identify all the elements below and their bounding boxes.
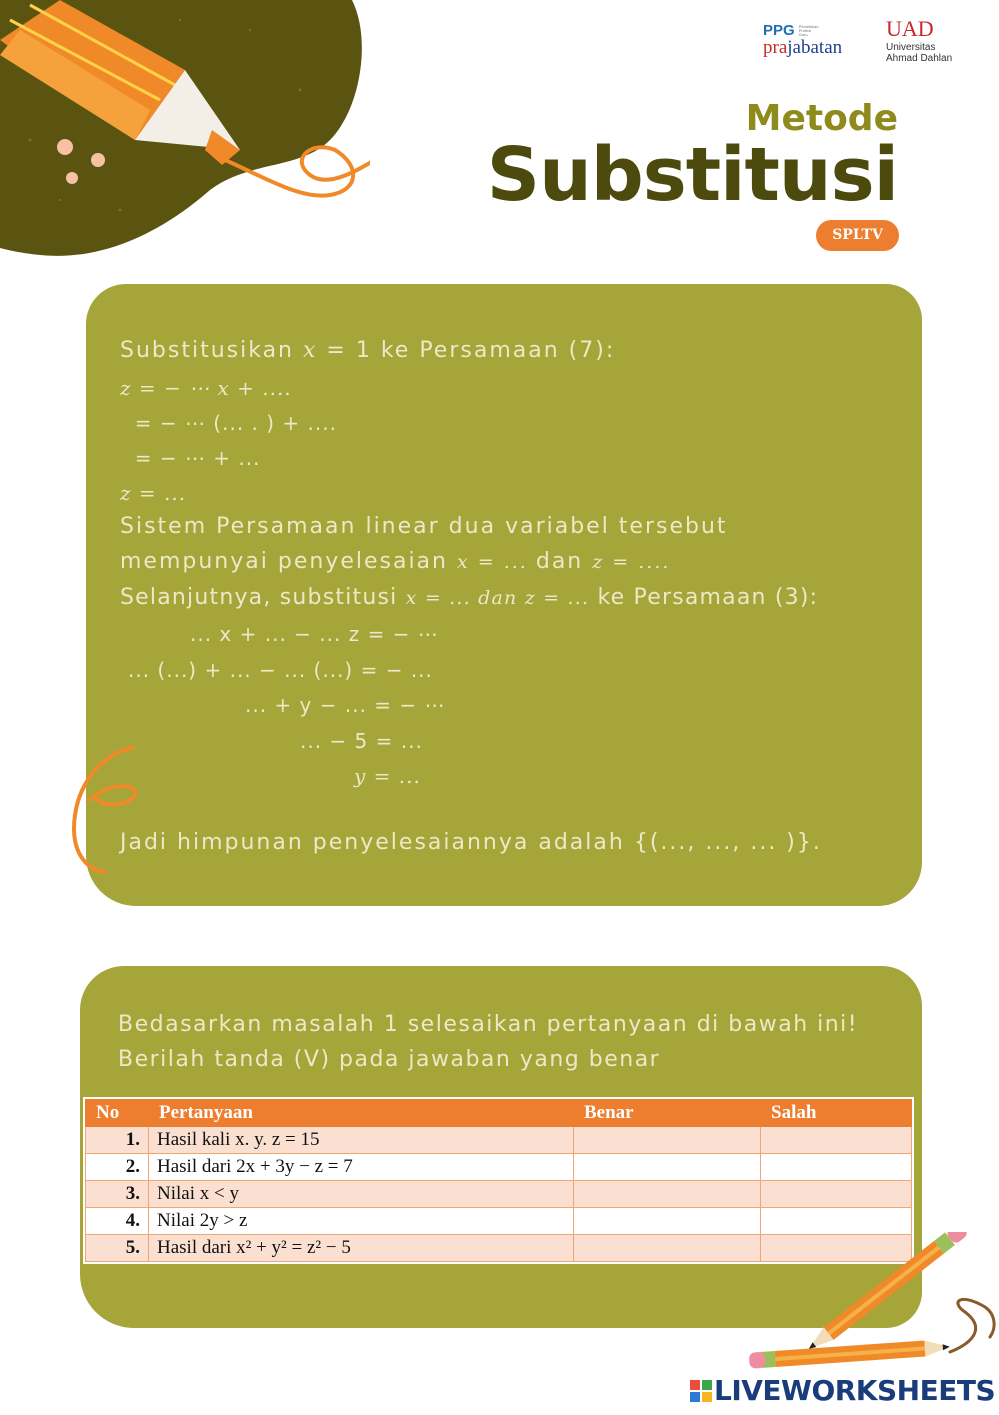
benar-cell[interactable]: [574, 1235, 761, 1262]
row-no: 5.: [86, 1235, 149, 1262]
ppg-label: PPG: [763, 22, 795, 39]
s3b: x = ... dan z = ...: [405, 587, 590, 609]
pencils-decoration: [745, 1232, 999, 1382]
liveworksheets-icon: [690, 1380, 712, 1402]
row-question: Hasil dari 2x + 3y − z = 7: [149, 1154, 574, 1181]
intro-text-2: = 1 ke Persamaan (7):: [317, 338, 616, 363]
row-no: 3.: [86, 1181, 149, 1208]
salah-cell[interactable]: [761, 1208, 912, 1235]
row-question: Nilai 2y > z: [149, 1208, 574, 1235]
sentence-line-3: [120, 585, 818, 610]
benar-cell[interactable]: [574, 1127, 761, 1154]
substitution-line-5: y = ...: [354, 764, 421, 788]
ppg-prajabatan-logo: [763, 22, 842, 59]
header-benar: Benar: [574, 1100, 761, 1127]
table-row: [86, 1208, 912, 1235]
s2d: z = ....: [592, 551, 671, 573]
watermark-text: LIVEWORKSHEETS: [714, 1374, 996, 1407]
uad-logo: [886, 16, 952, 64]
squiggle-decoration: [55, 740, 145, 880]
table-row: [86, 1154, 912, 1181]
substitution-line-3: ... + y − ... = − ⋯: [245, 693, 446, 717]
s3a: Selanjutnya, substitusi: [120, 585, 406, 610]
instruction-line-2: Berilah tanda (V) pada jawaban yang benar: [118, 1047, 661, 1072]
row-no: 4.: [86, 1208, 149, 1235]
substitution-line-2: ... (...) + ... − ... (...) = − ...: [128, 658, 433, 682]
table-header-row: [86, 1100, 912, 1127]
substitution-intro: [120, 338, 615, 363]
title-metode: Metode: [745, 98, 898, 139]
spltv-badge: SPLTV: [816, 220, 899, 251]
benar-cell[interactable]: [574, 1208, 761, 1235]
liveworksheets-watermark: [690, 1374, 995, 1407]
salah-cell[interactable]: [761, 1181, 912, 1208]
table-row: [86, 1127, 912, 1154]
equation-line-1: z = − ⋯ x + ....: [120, 376, 292, 400]
salah-cell[interactable]: [761, 1127, 912, 1154]
pencil-blob-decoration: [0, 0, 370, 260]
row-no: 1.: [86, 1127, 149, 1154]
benar-cell[interactable]: [574, 1181, 761, 1208]
substitution-line-4: ... − 5 = ...: [300, 729, 423, 753]
instruction-line-1: Bedasarkan masalah 1 selesaikan pertanyaan di bawah ini!: [118, 1012, 859, 1037]
header-pertanyaan: Pertanyaan: [149, 1100, 574, 1127]
uad-title: UAD: [886, 16, 934, 41]
row-question: Hasil dari x² + y² = z² − 5: [149, 1235, 574, 1262]
s2b: x = ...: [456, 551, 536, 573]
equation-line-2: = − ⋯ (... . ) + ....: [120, 411, 337, 435]
equation-line-4: z = ...: [120, 481, 187, 505]
uad-sub1: Universitas: [886, 42, 936, 53]
substitution-line-1: ... x + ... − ... z = − ⋯: [190, 622, 439, 646]
prajabatan-jabatan: jabatan: [787, 37, 843, 58]
row-question: Hasil kali x. y. z = 15: [149, 1127, 574, 1154]
sentence-line-2: [120, 549, 670, 574]
prajabatan-pra: pra: [763, 37, 788, 58]
salah-cell[interactable]: [761, 1154, 912, 1181]
intro-text: Substitusikan: [120, 338, 303, 363]
benar-cell[interactable]: [574, 1154, 761, 1181]
ppg-tagline: Pendidikan Profesi Guru: [798, 24, 819, 38]
conclusion-text: Jadi himpunan penyelesaiannya adalah {(..., ..., ... )}.: [120, 830, 822, 855]
header-no: No: [86, 1100, 149, 1127]
table-row: [86, 1181, 912, 1208]
s2c: dan: [535, 549, 593, 574]
s3c: ke Persamaan (3):: [589, 585, 819, 610]
equation-line-3: = − ⋯ + ...: [120, 446, 261, 470]
row-no: 2.: [86, 1154, 149, 1181]
title-substitusi: Substitusi: [486, 132, 898, 218]
s2a: mempunyai penyelesaian: [120, 549, 457, 574]
intro-var: x: [303, 338, 318, 363]
row-question: Nilai x < y: [149, 1181, 574, 1208]
sentence-line-1: Sistem Persamaan linear dua variabel tersebut: [120, 514, 728, 539]
uad-sub2: Ahmad Dahlan: [886, 53, 953, 64]
header-salah: Salah: [761, 1100, 912, 1127]
